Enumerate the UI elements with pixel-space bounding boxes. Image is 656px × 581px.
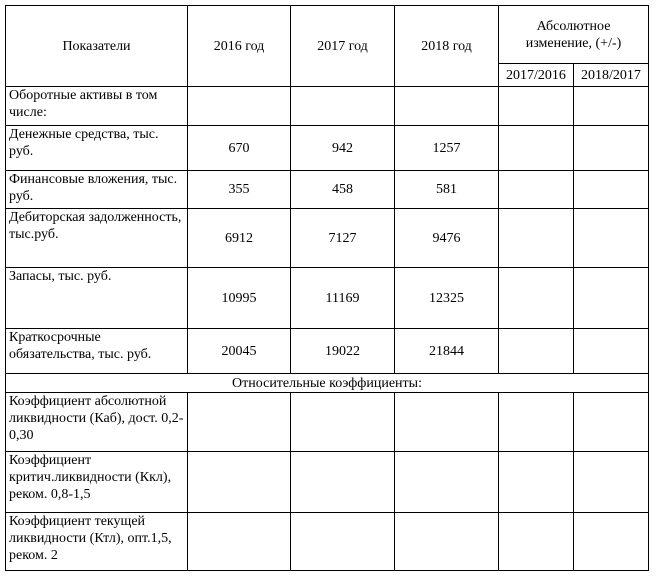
cell-diff-1 — [499, 126, 574, 171]
cell-2017: 942 — [291, 126, 395, 171]
ratio-label: Коэффициент критич.ликвидности (Ккл), реком. 0,8-1,5 — [6, 452, 188, 513]
cell-diff-1 — [499, 393, 574, 452]
cell-2018: 21844 — [395, 329, 499, 374]
cell-2018 — [395, 393, 499, 452]
cell-diff-1 — [499, 329, 574, 374]
cell-diff-1 — [499, 452, 574, 513]
cell-diff-2 — [574, 268, 649, 329]
cell-2018: 581 — [395, 171, 499, 209]
cell-2016: 355 — [188, 171, 291, 209]
table-row — [6, 268, 649, 329]
cell-2016: 10995 — [188, 268, 291, 329]
table-row — [6, 513, 649, 571]
header-diff-2018-2017: 2018/2017 — [574, 64, 649, 87]
header-year-2017: 2017 год — [291, 6, 395, 87]
row-label: Финансовые вложения, тыс. руб. — [6, 171, 188, 209]
cell-2018 — [395, 87, 499, 126]
table-row — [6, 329, 649, 374]
cell-2016: 6912 — [188, 209, 291, 268]
cell-2018 — [395, 452, 499, 513]
cell-diff-1 — [499, 268, 574, 329]
cell-diff-1 — [499, 87, 574, 126]
header-abs-change: Абсолютное изменение, (+/-) — [499, 6, 649, 64]
ratio-label: Коэффициент текущей ликвидности (Ктл), опт.1,5, реком. 2 — [6, 513, 188, 571]
cell-diff-2 — [574, 209, 649, 268]
cell-diff-2 — [574, 513, 649, 571]
cell-2017 — [291, 393, 395, 452]
table-row — [6, 87, 649, 126]
row-label: Денежные средства, тыс. руб. — [6, 126, 188, 171]
cell-2018: 9476 — [395, 209, 499, 268]
cell-2016: 20045 — [188, 329, 291, 374]
cell-diff-2 — [574, 329, 649, 374]
liquidity-table — [5, 5, 649, 571]
table-row — [6, 452, 649, 513]
table-row — [6, 126, 649, 171]
cell-2016 — [188, 452, 291, 513]
cell-2018: 1257 — [395, 126, 499, 171]
section-title: Относительные коэффициенты: — [6, 374, 649, 393]
cell-diff-2 — [574, 87, 649, 126]
cell-diff-1 — [499, 209, 574, 268]
cell-2016 — [188, 513, 291, 571]
cell-2018: 12325 — [395, 268, 499, 329]
cell-2017 — [291, 87, 395, 126]
cell-diff-2 — [574, 393, 649, 452]
cell-2017 — [291, 452, 395, 513]
cell-2016 — [188, 87, 291, 126]
header-diff-2017-2016: 2017/2016 — [499, 64, 574, 87]
ratio-label: Коэффициент абсолютной ликвидности (Каб), дост. 0,2-0,30 — [6, 393, 188, 452]
cell-diff-2 — [574, 452, 649, 513]
cell-diff-1 — [499, 513, 574, 571]
row-label: Запасы, тыс. руб. — [6, 268, 188, 329]
row-label: Дебиторская задолженность, тыс.руб. — [6, 209, 188, 268]
cell-2016 — [188, 393, 291, 452]
cell-diff-2 — [574, 126, 649, 171]
header-year-2016: 2016 год — [188, 6, 291, 87]
table-row — [6, 209, 649, 268]
table-row — [6, 171, 649, 209]
table-row — [6, 393, 649, 452]
cell-2017: 7127 — [291, 209, 395, 268]
section-row — [6, 374, 649, 393]
cell-diff-2 — [574, 171, 649, 209]
row-label: Краткосрочные обязательства, тыс. руб. — [6, 329, 188, 374]
header-indicators: Показатели — [6, 6, 188, 87]
cell-2017: 19022 — [291, 329, 395, 374]
cell-diff-1 — [499, 171, 574, 209]
row-label: Оборотные активы в том числе: — [6, 87, 188, 126]
cell-2017 — [291, 513, 395, 571]
header-year-2018: 2018 год — [395, 6, 499, 87]
cell-2016: 670 — [188, 126, 291, 171]
cell-2017: 458 — [291, 171, 395, 209]
cell-2018 — [395, 513, 499, 571]
header-row — [6, 6, 649, 64]
cell-2017: 11169 — [291, 268, 395, 329]
